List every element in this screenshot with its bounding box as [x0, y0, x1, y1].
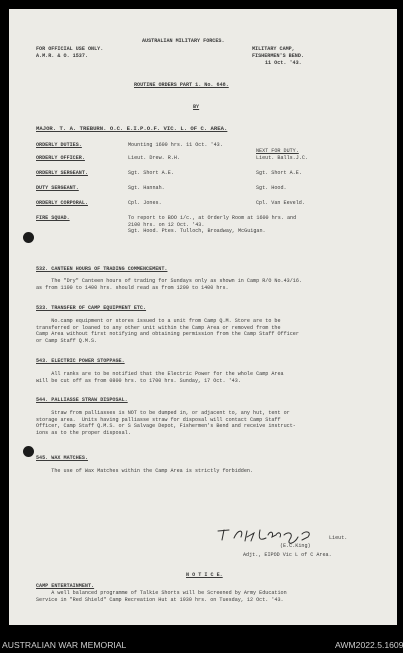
duty-next: Sgt. Hood. — [256, 185, 287, 191]
signature-name: (E.C.King) — [280, 543, 311, 549]
notice-body: A well balanced programme of Talkie Shorts will be Screened by Army Education Service in "Red Shield" Camp Recreation Hut at 1930 hrs. on Tuesday, 12 Oct. '43. — [36, 590, 287, 603]
punch-hole-bottom — [23, 446, 34, 457]
order-heading: 543. ELECTRIC POWER STOPPAGE. — [36, 358, 125, 364]
official-use-label: FOR OFFICIAL USE ONLY. — [36, 46, 104, 52]
order-heading: 545. WAX MATCHES. — [36, 455, 88, 461]
location-line-1: MILITARY CAMP, — [252, 46, 295, 52]
fire-squad-label: FIRE SQUAD. — [36, 215, 70, 221]
order-heading: 533. TRANSFER OF CAMP EQUIPMENT ETC. — [36, 305, 147, 311]
order-heading: 532. CANTEEN HOURS OF TRADING COMMENCEMENT. — [36, 266, 168, 272]
order-body: All ranks are to be notified that the Electric Power for the whole Camp Area will be cut off as from 0800 hrs. to 1700 hrs. Sunday, 17 Oct. '43. — [36, 371, 284, 384]
order-body: The use of Wax Matches within the Camp Area is strictly forbidden. — [36, 468, 254, 474]
duty-current: Sgt. Hannah. — [128, 185, 165, 191]
duty-current: Cpl. Jones. — [128, 200, 162, 206]
notice-heading: CAMP ENTERTAINMENT. — [36, 583, 95, 589]
by-label: BY — [193, 104, 200, 110]
fire-squad-text: To report to BOO i/c., at Orderly Room at 1600 hrs. and 2100 hrs. on 12 Oct. '43. Sgt. Hood. Ptes. Tulloch, Broadway, McGuigan. — [128, 215, 297, 235]
archive-footer — [0, 637, 403, 653]
duty-role: DUTY SERGEANT. — [36, 185, 79, 191]
footer-institution: AUSTRALIAN WAR MEMORIAL — [2, 640, 127, 650]
location-line-2: FISHERMEN'S BEND. — [252, 53, 304, 59]
reference-label: A.M.R. & O. 1537. — [36, 53, 88, 59]
duty-role: ORDERLY CORPORAL. — [36, 200, 88, 206]
duty-role: ORDERLY SERGEANT. — [36, 170, 88, 176]
org-heading: AUSTRALIAN MILITARY FORCES. — [142, 38, 225, 44]
signature-position: Adjt., EIPOD Vic L of C Area. — [243, 552, 332, 558]
notice-title: N O T I C E. — [186, 572, 223, 578]
commander-line: MAJOR. T. A. TREBURN. O.C. E.I.P.O.F. VIC. L. OF C. AREA. — [36, 125, 228, 132]
order-heading: 544. PALLIASSE STRAW DISPOSAL. — [36, 397, 128, 403]
order-body: Straw from palliasses is NOT to be dumped in, or adjacent to, any hut, tent or storage area. Units having palliasse straw for disposal will contact Camp Staff Officer, Camp Staff Q.M.S. or S Salvage Depot, Fishermen's Bend and receive instruct- ions as to the proper disposal. — [36, 410, 296, 436]
duty-current: Sgt. Short A.E. — [128, 170, 174, 176]
document-page — [9, 9, 397, 625]
duty-role: ORDERLY DUTIES. — [36, 142, 82, 148]
order-body: The "Dry" Canteen hours of trading for Sundays only as shown in Camp R/O No.43/16. as from 1100 to 1400 hrs. should read as from 1200 to 1400 hrs. — [36, 278, 302, 291]
duty-next: Sgt. Short A.E. — [256, 170, 302, 176]
footer-accession-number: AWM2022.5.1609 — [335, 640, 403, 650]
duty-next: Lieut. Balls.J.C. — [256, 155, 308, 161]
duty-next: Cpl. Van Eeveld. — [256, 200, 305, 206]
order-body: No.camp equipment or stores issued to a unit from Camp Q.M. Store are to be transferred or loaned to any other unit within the Camp Area or removed from the Camp Area without first notifying and obtaining permission from the Camp Staff Officer or Camp Staff Q.M.S. — [36, 318, 299, 344]
next-for-duty-heading: NEXT FOR DUTY. — [256, 148, 299, 154]
date-label: 11 Oct. '43. — [265, 60, 302, 66]
punch-hole-top — [23, 232, 34, 243]
duty-role: ORDERLY OFFICER. — [36, 155, 85, 161]
duty-current: Lieut. Drew. R.H. — [128, 155, 180, 161]
signature-rank: Lieut. — [329, 535, 348, 541]
orders-title: ROUTINE ORDERS PART 1. No. 648. — [134, 82, 229, 88]
duty-current: Mounting 1600 hrs. 11 Oct. '43. — [128, 142, 223, 148]
